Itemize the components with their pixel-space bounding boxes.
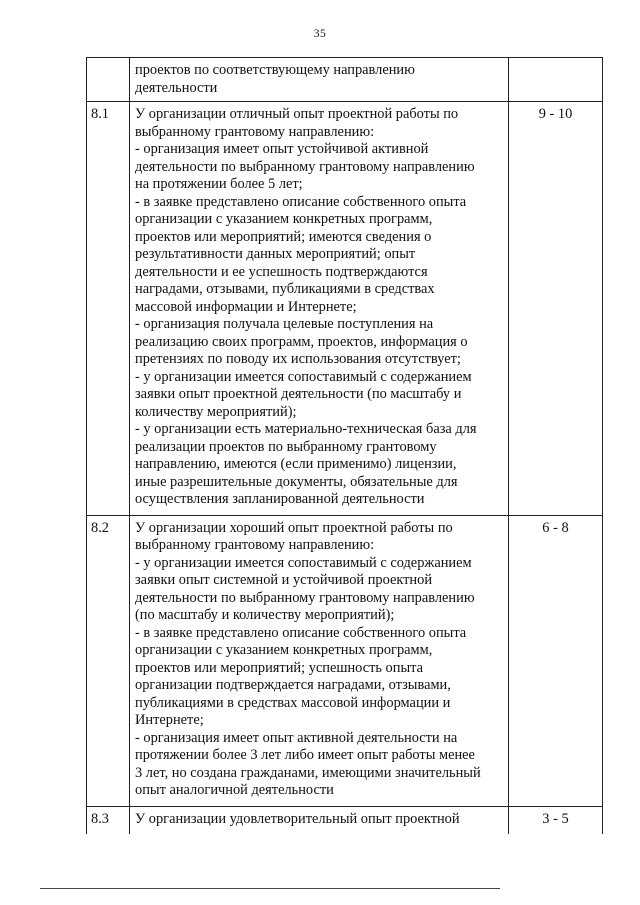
description-line: осуществления запланированной деятельности xyxy=(135,491,425,507)
description-line: - у организации имеется сопоставимый с содержанием xyxy=(135,554,472,571)
description-line: организации с указанием конкретных программ, xyxy=(135,211,433,227)
criterion-number: 8.3 xyxy=(87,806,130,834)
criterion-score: 6 - 8 xyxy=(509,515,603,806)
description-line: направлению, имеются (если применимо) лицензии, xyxy=(135,456,457,472)
description-line: реализацию своих программ, проектов, информация о xyxy=(135,333,468,350)
description-line: - организация имеет опыт устойчивой активной xyxy=(135,141,429,157)
description-line: протяжении более 3 лет либо имеет опыт работы менее xyxy=(135,747,475,763)
description-line: деятельности по выбранному грантовому направлению xyxy=(135,158,475,175)
description-line: - в заявке представлено описание собственного опыта xyxy=(135,624,467,641)
table-row xyxy=(87,806,603,834)
description-line: Интернете; xyxy=(135,712,204,728)
description-line: иные разрешительные документы, обязательные для xyxy=(135,473,458,490)
description-line: деятельности xyxy=(135,79,218,96)
table-row xyxy=(87,515,603,806)
criterion-description xyxy=(130,515,509,806)
criteria-table xyxy=(86,57,603,834)
criterion-number xyxy=(87,58,130,102)
description-line: реализации проектов по выбранному грантовому xyxy=(135,438,437,455)
description-line: проектов или мероприятий; имеются сведения о xyxy=(135,228,432,245)
description-line: выбранному грантовому направлению: xyxy=(135,537,375,553)
description-line: наградами, отзывами, публикациями в средствах xyxy=(135,281,435,297)
description-line: на протяжении более 5 лет; xyxy=(135,176,303,192)
description-line: проектов по соответствующему направлению xyxy=(135,62,415,78)
table-row xyxy=(87,58,603,102)
description-line: 3 лет, но создана гражданами, имеющими значительный xyxy=(135,764,481,781)
description-line: результативности данных мероприятий; опыт xyxy=(135,246,416,262)
description-line: заявки опыт проектной деятельности (по масштабу и xyxy=(135,386,462,402)
description-line: У организации отличный опыт проектной работы по xyxy=(135,106,459,122)
description-line: организации с указанием конкретных программ, xyxy=(135,642,433,658)
criterion-score xyxy=(509,58,603,102)
description-line: (по масштабу и количеству мероприятий); xyxy=(135,607,395,623)
description-line: - в заявке представлено описание собственного опыта xyxy=(135,193,467,210)
criterion-number: 8.1 xyxy=(87,102,130,516)
criterion-description xyxy=(130,102,509,516)
page-number: 35 xyxy=(313,28,327,40)
description-line: публикациями в средствах массовой информации и xyxy=(135,694,451,711)
description-line: - организация имеет опыт активной деятельности на xyxy=(135,729,458,746)
criteria-table-body xyxy=(87,58,603,835)
description-line: - организация получала целевые поступления на xyxy=(135,316,434,332)
criterion-score: 9 - 10 xyxy=(509,102,603,516)
criterion-number: 8.2 xyxy=(87,515,130,806)
description-line: массовой информации и Интернете; xyxy=(135,298,357,315)
description-line: организации подтверждается наградами, отзывами, xyxy=(135,677,451,693)
description-line: опыт аналогичной деятельности xyxy=(135,782,334,798)
description-line: У организации удовлетворительный опыт проектной xyxy=(135,810,460,827)
criterion-score: 3 - 5 xyxy=(509,806,603,834)
description-line: - у организации есть материально-техническая база для xyxy=(135,421,477,437)
description-line: деятельности по выбранному грантовому направлению xyxy=(135,589,475,606)
description-line: претензиях по поводу их использования отсутствует; xyxy=(135,351,461,367)
description-line: деятельности и ее успешность подтверждаются xyxy=(135,263,428,280)
description-line: У организации хороший опыт проектной работы по xyxy=(135,519,453,536)
criterion-description xyxy=(130,58,509,102)
description-line: - у организации имеется сопоставимый с содержанием xyxy=(135,368,472,385)
description-line: выбранному грантовому направлению: xyxy=(135,123,375,140)
table-row xyxy=(87,102,603,516)
description-line: проектов или мероприятий; успешность опыта xyxy=(135,659,423,676)
description-line: количеству мероприятий); xyxy=(135,403,297,420)
description-line: заявки опыт системной и устойчивой проектной xyxy=(135,572,433,588)
footer-divider xyxy=(40,888,500,889)
criterion-description xyxy=(130,806,509,834)
